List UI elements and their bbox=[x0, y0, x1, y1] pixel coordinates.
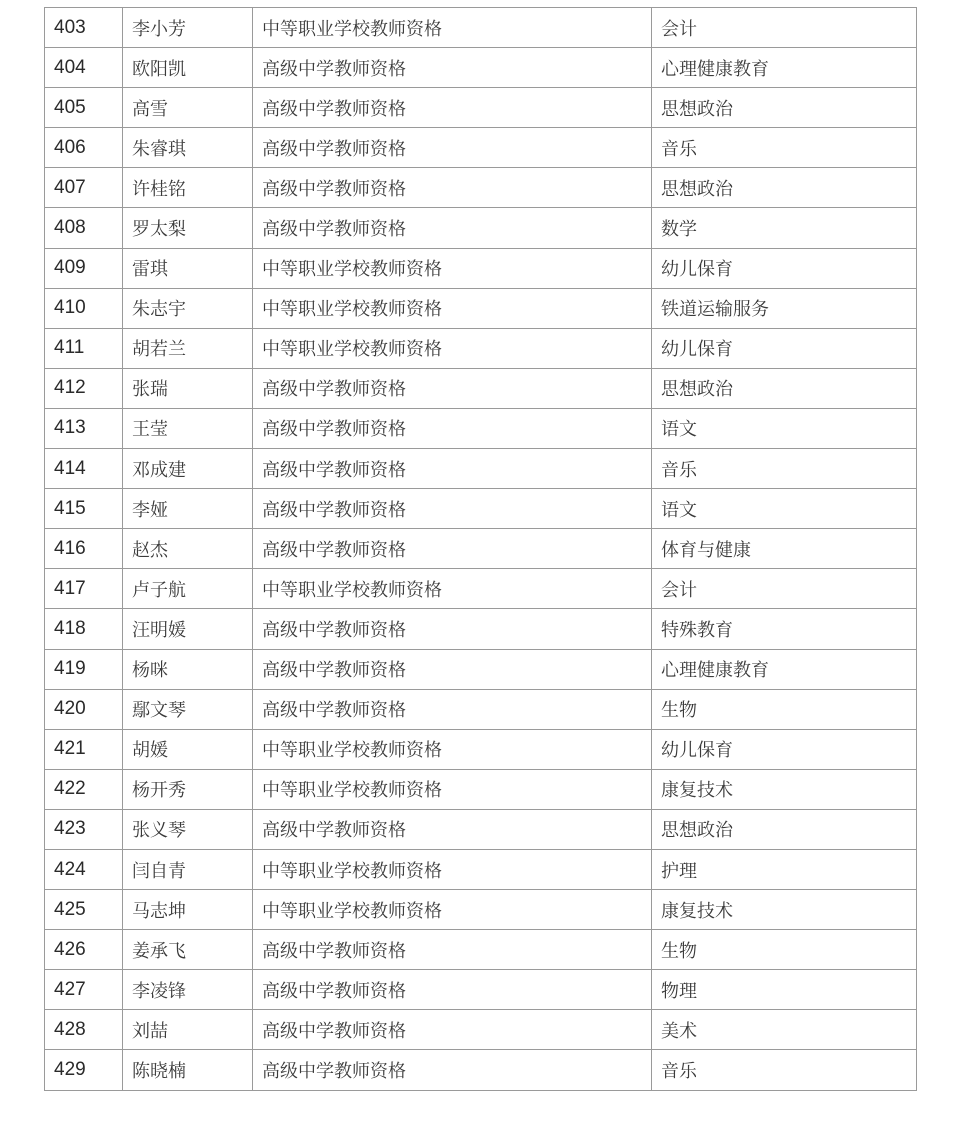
qualification-cell: 高级中学教师资格 bbox=[253, 970, 652, 1010]
row-number-cell: 429 bbox=[45, 1050, 123, 1090]
table-row bbox=[45, 8, 917, 48]
qualification-cell: 中等职业学校教师资格 bbox=[253, 769, 652, 809]
subject-cell: 康复技术 bbox=[652, 769, 917, 809]
row-number-cell: 414 bbox=[45, 449, 123, 489]
table-row bbox=[45, 529, 917, 569]
subject-cell: 会计 bbox=[652, 8, 917, 48]
row-number-cell: 418 bbox=[45, 609, 123, 649]
table-row bbox=[45, 970, 917, 1010]
qualification-cell: 高级中学教师资格 bbox=[253, 609, 652, 649]
table-row bbox=[45, 609, 917, 649]
subject-cell: 语文 bbox=[652, 408, 917, 448]
name-cell: 张义琴 bbox=[123, 809, 253, 849]
row-number-cell: 411 bbox=[45, 328, 123, 368]
teacher-qualification-table bbox=[44, 7, 917, 1091]
row-number-cell: 428 bbox=[45, 1010, 123, 1050]
name-cell: 朱志宇 bbox=[123, 288, 253, 328]
table-row bbox=[45, 569, 917, 609]
name-cell: 鄢文琴 bbox=[123, 689, 253, 729]
qualification-cell: 高级中学教师资格 bbox=[253, 408, 652, 448]
qualification-cell: 中等职业学校教师资格 bbox=[253, 569, 652, 609]
row-number-cell: 403 bbox=[45, 8, 123, 48]
qualification-cell: 中等职业学校教师资格 bbox=[253, 729, 652, 769]
name-cell: 闫自青 bbox=[123, 849, 253, 889]
table-row bbox=[45, 408, 917, 448]
qualification-cell: 高级中学教师资格 bbox=[253, 689, 652, 729]
qualification-cell: 中等职业学校教师资格 bbox=[253, 890, 652, 930]
name-cell: 欧阳凯 bbox=[123, 48, 253, 88]
table-row bbox=[45, 1050, 917, 1090]
row-number-cell: 420 bbox=[45, 689, 123, 729]
table-body bbox=[45, 8, 917, 1091]
subject-cell: 音乐 bbox=[652, 1050, 917, 1090]
subject-cell: 幼儿保育 bbox=[652, 729, 917, 769]
row-number-cell: 415 bbox=[45, 489, 123, 529]
name-cell: 高雪 bbox=[123, 88, 253, 128]
row-number-cell: 422 bbox=[45, 769, 123, 809]
name-cell: 汪明媛 bbox=[123, 609, 253, 649]
row-number-cell: 419 bbox=[45, 649, 123, 689]
subject-cell: 音乐 bbox=[652, 449, 917, 489]
qualification-cell: 高级中学教师资格 bbox=[253, 930, 652, 970]
table-row bbox=[45, 1010, 917, 1050]
row-number-cell: 405 bbox=[45, 88, 123, 128]
subject-cell: 心理健康教育 bbox=[652, 649, 917, 689]
subject-cell: 语文 bbox=[652, 489, 917, 529]
row-number-cell: 424 bbox=[45, 849, 123, 889]
qualification-cell: 中等职业学校教师资格 bbox=[253, 328, 652, 368]
row-number-cell: 416 bbox=[45, 529, 123, 569]
qualification-cell: 高级中学教师资格 bbox=[253, 1050, 652, 1090]
row-number-cell: 421 bbox=[45, 729, 123, 769]
table-row bbox=[45, 930, 917, 970]
subject-cell: 护理 bbox=[652, 849, 917, 889]
qualification-cell: 高级中学教师资格 bbox=[253, 449, 652, 489]
qualification-cell: 高级中学教师资格 bbox=[253, 809, 652, 849]
subject-cell: 音乐 bbox=[652, 128, 917, 168]
qualification-cell: 高级中学教师资格 bbox=[253, 88, 652, 128]
table-row bbox=[45, 88, 917, 128]
name-cell: 杨咪 bbox=[123, 649, 253, 689]
name-cell: 罗太梨 bbox=[123, 208, 253, 248]
row-number-cell: 412 bbox=[45, 368, 123, 408]
table-row bbox=[45, 689, 917, 729]
qualification-cell: 中等职业学校教师资格 bbox=[253, 849, 652, 889]
name-cell: 陈晓楠 bbox=[123, 1050, 253, 1090]
subject-cell: 思想政治 bbox=[652, 88, 917, 128]
table-row bbox=[45, 288, 917, 328]
subject-cell: 思想政治 bbox=[652, 809, 917, 849]
table-row bbox=[45, 809, 917, 849]
subject-cell: 康复技术 bbox=[652, 890, 917, 930]
qualification-cell: 中等职业学校教师资格 bbox=[253, 288, 652, 328]
subject-cell: 思想政治 bbox=[652, 168, 917, 208]
qualification-cell: 高级中学教师资格 bbox=[253, 489, 652, 529]
table-row bbox=[45, 128, 917, 168]
subject-cell: 心理健康教育 bbox=[652, 48, 917, 88]
qualification-cell: 中等职业学校教师资格 bbox=[253, 8, 652, 48]
qualification-cell: 高级中学教师资格 bbox=[253, 48, 652, 88]
table-row bbox=[45, 168, 917, 208]
subject-cell: 数学 bbox=[652, 208, 917, 248]
name-cell: 张瑞 bbox=[123, 368, 253, 408]
subject-cell: 幼儿保育 bbox=[652, 328, 917, 368]
name-cell: 许桂铭 bbox=[123, 168, 253, 208]
name-cell: 杨开秀 bbox=[123, 769, 253, 809]
row-number-cell: 427 bbox=[45, 970, 123, 1010]
subject-cell: 幼儿保育 bbox=[652, 248, 917, 288]
qualification-cell: 中等职业学校教师资格 bbox=[253, 248, 652, 288]
table-row bbox=[45, 368, 917, 408]
name-cell: 胡若兰 bbox=[123, 328, 253, 368]
table-row bbox=[45, 328, 917, 368]
row-number-cell: 406 bbox=[45, 128, 123, 168]
qualification-cell: 高级中学教师资格 bbox=[253, 529, 652, 569]
table-row bbox=[45, 849, 917, 889]
table-row bbox=[45, 48, 917, 88]
subject-cell: 生物 bbox=[652, 930, 917, 970]
name-cell: 朱睿琪 bbox=[123, 128, 253, 168]
subject-cell: 会计 bbox=[652, 569, 917, 609]
subject-cell: 特殊教育 bbox=[652, 609, 917, 649]
table-row bbox=[45, 890, 917, 930]
name-cell: 李娅 bbox=[123, 489, 253, 529]
name-cell: 姜承飞 bbox=[123, 930, 253, 970]
name-cell: 卢子航 bbox=[123, 569, 253, 609]
row-number-cell: 423 bbox=[45, 809, 123, 849]
row-number-cell: 425 bbox=[45, 890, 123, 930]
table-row bbox=[45, 489, 917, 529]
subject-cell: 物理 bbox=[652, 970, 917, 1010]
name-cell: 李凌锋 bbox=[123, 970, 253, 1010]
qualification-cell: 高级中学教师资格 bbox=[253, 208, 652, 248]
qualification-cell: 高级中学教师资格 bbox=[253, 649, 652, 689]
row-number-cell: 413 bbox=[45, 408, 123, 448]
table-row bbox=[45, 449, 917, 489]
name-cell: 赵杰 bbox=[123, 529, 253, 569]
name-cell: 马志坤 bbox=[123, 890, 253, 930]
name-cell: 邓成建 bbox=[123, 449, 253, 489]
qualification-cell: 高级中学教师资格 bbox=[253, 368, 652, 408]
subject-cell: 体育与健康 bbox=[652, 529, 917, 569]
row-number-cell: 407 bbox=[45, 168, 123, 208]
table-row bbox=[45, 729, 917, 769]
table-row bbox=[45, 769, 917, 809]
qualification-cell: 高级中学教师资格 bbox=[253, 128, 652, 168]
name-cell: 刘喆 bbox=[123, 1010, 253, 1050]
name-cell: 李小芳 bbox=[123, 8, 253, 48]
table-row bbox=[45, 248, 917, 288]
subject-cell: 思想政治 bbox=[652, 368, 917, 408]
table-row bbox=[45, 649, 917, 689]
row-number-cell: 408 bbox=[45, 208, 123, 248]
row-number-cell: 426 bbox=[45, 930, 123, 970]
name-cell: 王莹 bbox=[123, 408, 253, 448]
subject-cell: 美术 bbox=[652, 1010, 917, 1050]
name-cell: 雷琪 bbox=[123, 248, 253, 288]
table-row bbox=[45, 208, 917, 248]
subject-cell: 铁道运输服务 bbox=[652, 288, 917, 328]
name-cell: 胡媛 bbox=[123, 729, 253, 769]
subject-cell: 生物 bbox=[652, 689, 917, 729]
qualification-cell: 高级中学教师资格 bbox=[253, 168, 652, 208]
row-number-cell: 404 bbox=[45, 48, 123, 88]
qualification-cell: 高级中学教师资格 bbox=[253, 1010, 652, 1050]
row-number-cell: 417 bbox=[45, 569, 123, 609]
row-number-cell: 409 bbox=[45, 248, 123, 288]
row-number-cell: 410 bbox=[45, 288, 123, 328]
